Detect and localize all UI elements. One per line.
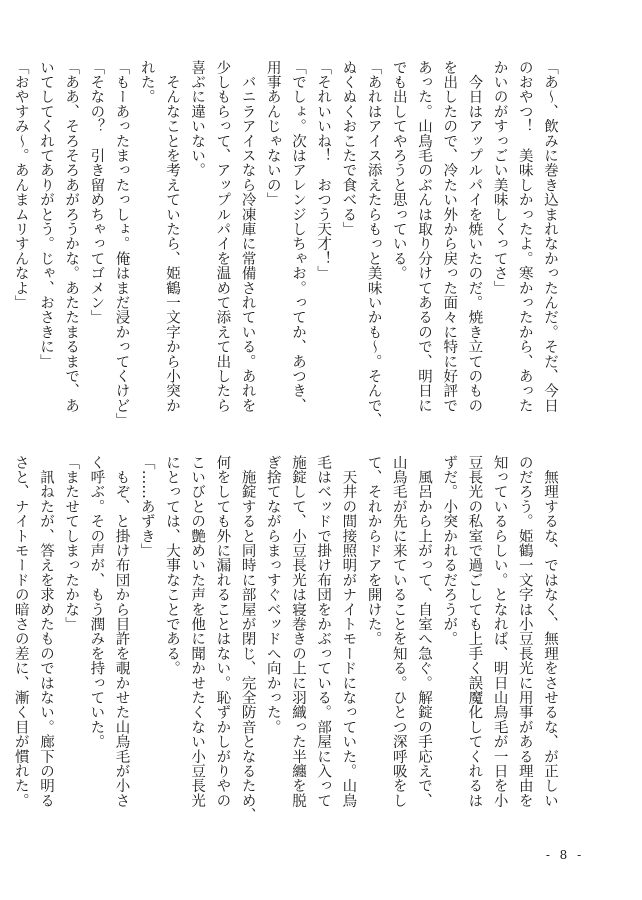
text-line: さと、ナイトモードの暗さの差に、漸く目が慣れた。 (12, 455, 29, 808)
text-line: もぞ、と掛け布団から目許を覗かせた山鳥毛が小さ (113, 455, 130, 808)
text-line: 無理するな、ではなく、無理をさせるな、が正しい (542, 455, 558, 808)
text-line: ずだ。小突かれるだろうが。 (441, 455, 458, 647)
text-line: を出したので、冷たい外から戻った面々に特に好評で (441, 60, 458, 413)
text-line: 天井の間接照明がナイトモードになっていた。山鳥 (340, 455, 357, 808)
text-line: 「おやすみ〜。あんまムリすんなよ」 (12, 60, 29, 310)
text-line: 山鳥毛が先に来ていることを知る。ひとつ深呼吸をし (390, 455, 407, 808)
text-line: 知っているらしい。となれば、明日山鳥毛が一日を小 (491, 455, 508, 808)
page-number: - 8 - (545, 848, 585, 862)
text-line: 何をしても外に漏れることはない。恥ずかしがりやの (214, 455, 231, 808)
upper-text-block (12, 60, 562, 428)
text-line: こいびとの艶めいた声を他に聞かせたくない小豆長光 (189, 455, 206, 808)
lower-text-block (12, 455, 562, 835)
text-line: いてしてくれてありがとう。じゃ、おさきに」 (37, 60, 54, 369)
text-line: く呼ぶ。その声が、もう潤みを持っていた。 (88, 455, 105, 749)
text-line: 毛はベッドで掛け布団をかぶっている。部屋に入って (315, 455, 332, 808)
text-line: 「……あずき」 (138, 455, 155, 558)
text-line: 施錠して、小豆長光は寝巻きの上に羽織った半纏を脱 (289, 455, 306, 808)
text-line: ぬくぬくおこたで食べる」 (340, 60, 357, 237)
text-line: 「あ〜、飲みに巻き込まれなかったんだ。そだ、今日 (542, 60, 558, 413)
text-line: て、それからドアを開けた。 (365, 455, 382, 647)
text-line: あった。山鳥毛のぶんは取り分けてあるので、明日に (415, 60, 432, 413)
text-line: 「またせてしまったかな」 (63, 455, 80, 632)
text-line: のおやつ！ 美味しかったよ。寒かったから、あった (516, 60, 533, 413)
text-line: 用事あんじゃないの」 (264, 60, 281, 207)
text-line: 「ああ、そろそろあがろうかな。あたたまるまで、あ (63, 60, 80, 413)
text-line: でも出してやろうと思っている。 (390, 60, 407, 281)
text-line: バニラアイスなら冷凍庫に常備されている。あれを (239, 60, 256, 413)
text-line: のだろう。姫鶴一文字は小豆長光に用事がある理由を (516, 455, 533, 808)
text-line: 豆長光の私室で過ごしても上手く誤魔化してくれるは (466, 455, 483, 808)
text-line: 「そなの？ 引き留めちゃってゴメン」 (88, 60, 105, 325)
text-line: 「あれはアイス添えたらもっと美味いかも〜。そんで、 (365, 60, 382, 428)
text-line: れた。 (138, 60, 155, 105)
text-line: 少しもらって、アップルパイを温めて添えて出したら (214, 60, 231, 413)
text-line: そんなことを考えていたら、姫鶴一文字から小突か (163, 60, 180, 413)
text-line: ぎ捨てながらまっすぐベッドへ向かった。 (264, 455, 281, 735)
text-line: 訊ねたが、答えを求めたものではない。廊下の明る (37, 455, 54, 808)
text-line: にとっては、大事なことである。 (163, 455, 180, 676)
text-line: 今日はアップルパイを焼いたのだ。焼き立てのもの (466, 60, 483, 413)
text-line: 喜ぶに違いない。 (189, 60, 206, 178)
text-line: 「もーあったまったっしょ。俺はまだ浸かってくけど」 (113, 60, 130, 428)
text-line: 「それいいね！ おつう天才！」 (315, 60, 332, 281)
text-line: 「でしょ。次はアレンジしちゃお。ってか、あつき、 (289, 60, 306, 413)
text-line: かいのがすっごい美味しくってさ」 (491, 60, 508, 296)
text-line: 施錠すると同時に部屋が閉じ、完全防音となるため、 (239, 455, 256, 823)
text-line: 風呂から上がって、自室へ急ぐ。解錠の手応えで、 (415, 455, 432, 808)
